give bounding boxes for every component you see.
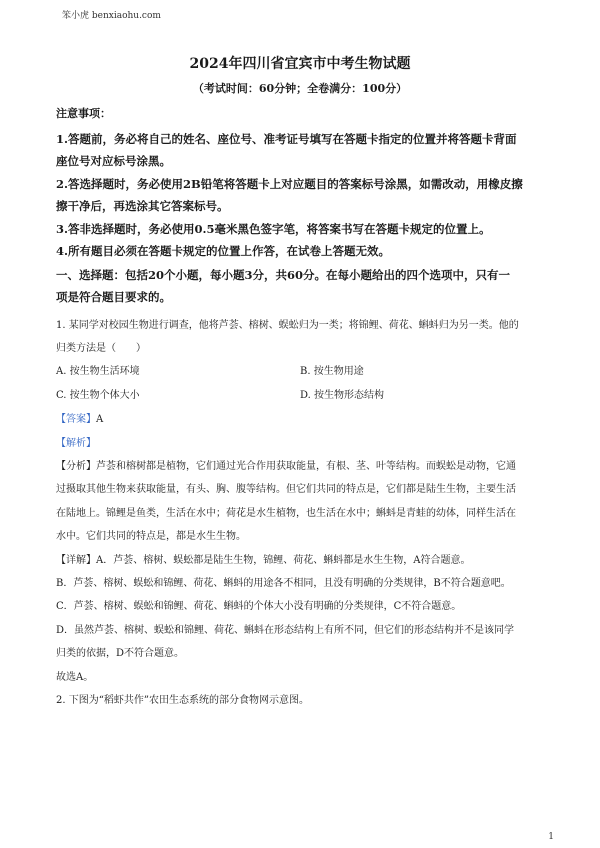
analysis-line: 水中。它们共同的特点是，都是水生生物。: [56, 531, 246, 543]
question-2-stem: 2. 下图为“稻虾共作”农田生态系统的部分食物网示意图。: [56, 695, 309, 707]
analysis-tag: 【解析】: [56, 438, 96, 449]
option-d: D. 按生物形态结构: [300, 390, 385, 401]
notes-heading: 注意事项：: [56, 107, 111, 120]
xiangjie-tag: 【详解】: [56, 554, 96, 566]
option-c: C. 按生物个体大小: [56, 390, 140, 401]
page-number: 1: [548, 832, 554, 842]
answer-line: [56, 410, 103, 425]
analysis-line: 在陆地上。锦鲤是鱼类，生活在水中；荷花是水生植物，也生活在水中；蝌蚪是青蛙的幼体，同样生活在: [56, 507, 516, 519]
question-line: 1. 某同学对校园生物进行调查，他将芦荟、榕树、蜈蚣归为一类；将锦鲤、荷花、蝌蚪归为另一类。他的: [56, 320, 519, 331]
notes-line: 4.所有题目必须在答题卡规定的位置上作答，在试卷上答题无效。: [56, 244, 391, 259]
section-line: 项是符合题目要求的。: [56, 290, 171, 305]
analysis-line: B．芦荟、榕树、蜈蚣和锦鲤、荷花、蝌蚪的用途各不相同，且没有明确的分类规律，B不符合题意吧。: [56, 578, 511, 590]
section-line: 一、选择题：包括20个小题，每小题3分，共60分。在每小题给出的四个选项中，只有一: [56, 268, 511, 282]
analysis-line: D．虽然芦荟、榕树、蜈蚣和锦鲤、荷花、蝌蚪在形态结构上有所不同，但它们的形态结构并不是该同学: [56, 624, 515, 636]
analysis-line: 【详解】A．芦荟、榕树、蜈蚣都是陆生生物，锦鲤、荷花、蝌蚪都是水生生物，A符合题意。: [56, 554, 471, 566]
exam-title: 2024年四川省宜宾市中考生物试题: [189, 56, 411, 72]
notes-list: [56, 128, 556, 262]
analysis-line: 【分析】芦荟和榕树都是植物，它们通过光合作用获取能量，有根、茎、叶等结构。而蜈蚣是动物，它通: [56, 461, 516, 472]
notes-line: 座位号对应标号涂黑。: [56, 154, 171, 169]
option-b: B. 按生物用途: [300, 366, 364, 377]
answer-tag: 【答案】: [56, 414, 96, 425]
analysis-line: 故选A。: [56, 671, 94, 683]
fenxi-tag: 【分析】: [56, 461, 96, 472]
section-heading: [56, 264, 556, 309]
exam-subtitle: （考试时间：60分钟；全卷满分：100分）: [192, 82, 408, 95]
notes-line: 3.答非选择题时，务必使用0.5毫米黑色签字笔，将答案书写在答题卡规定的位置上。: [56, 221, 491, 236]
site-header: 笨小虎 benxiaohu.com: [62, 11, 161, 21]
analysis-line: 归类的依据，D不符合题意。: [56, 648, 185, 660]
analysis-line: C．芦荟、榕树、蜈蚣和锦鲤、荷花、蝌蚪的个体大小没有明确的分类规律，C不符合题意。: [56, 601, 462, 613]
analysis-line: 过摄取其他生物来获取能量，有头、胸、腹等结构。但它们共同的特点是，它们都是陆生生物，主要生活: [56, 484, 516, 496]
question-line: 归类方法是（ ）: [56, 343, 146, 354]
notes-line: 2.答选择题时，务必使用2B铅笔将答题卡上对应题目的答案标号涂黑，如需改动，用橡皮擦: [56, 176, 523, 191]
answer-value: A: [96, 414, 104, 425]
question-1-stem: [56, 314, 556, 360]
analysis-body: [56, 455, 556, 712]
notes-line: 1.答题前，务必将自己的姓名、座位号、准考证号填写在答题卡指定的位置并将答题卡背面: [56, 132, 517, 146]
option-a: A. 按生物生活环境: [56, 366, 140, 377]
notes-line: 擦干净后，再选涂其它答案标号。: [56, 199, 229, 214]
